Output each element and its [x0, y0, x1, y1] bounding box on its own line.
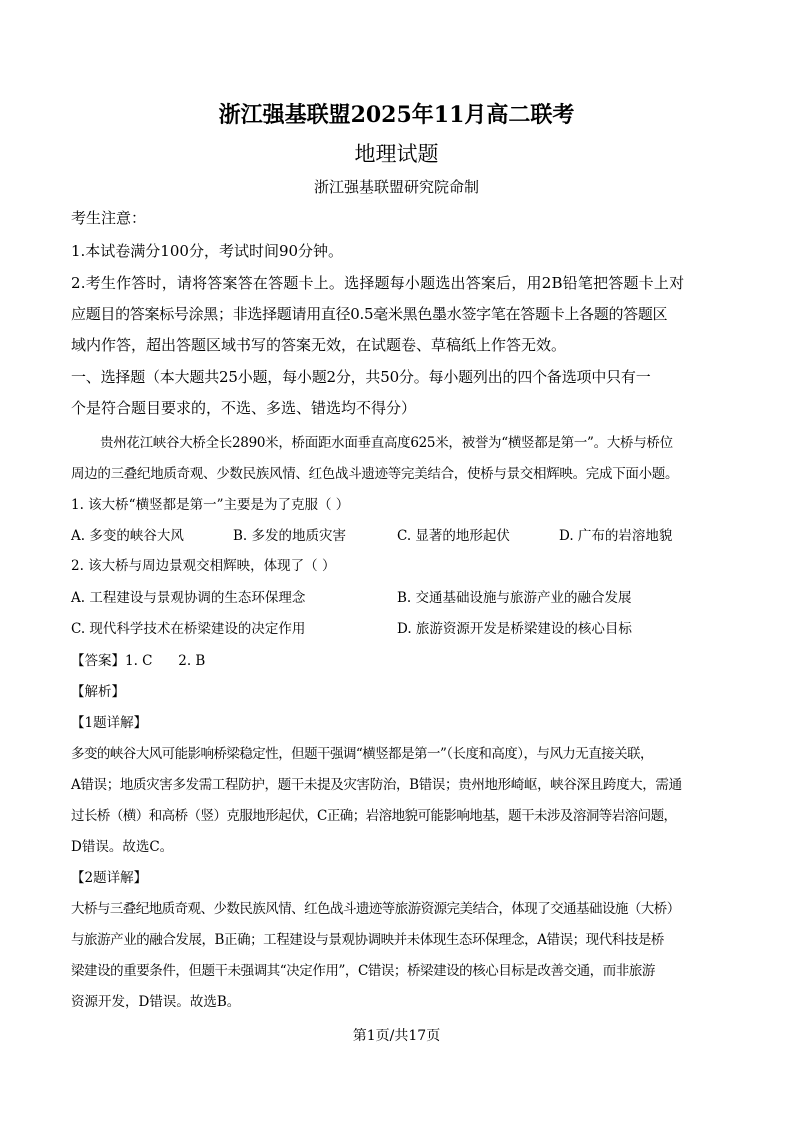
- question-1-option-a: A. 多变的峡谷大风: [71, 528, 184, 544]
- section-heading-line2: 个是符合题目要求的，不选、多选、错选均不得分）: [71, 399, 417, 417]
- answer-value: 1. C 2. B: [125, 653, 206, 669]
- analysis-label: 【解析】: [71, 684, 125, 700]
- question-2-stem: 2. 该大桥与周边景观交相辉映，体现了（ ）: [71, 558, 336, 574]
- answer-label: 【答案】: [71, 653, 125, 669]
- notice-item-2-line2: 应题目的答案标号涂黑；非选择题请用直径0.5毫米黑色墨水签字笔在答题卡上各题的答题区: [71, 305, 668, 323]
- exam-subject: 地理试题: [354, 142, 439, 166]
- detail-1-line2: A错误；地质灾害多发需工程防护，题干未提及灾害防治，B错误；贵州地形崎岖，峡谷深且跨度大，需通: [71, 777, 682, 793]
- detail-1-line1: 多变的峡谷大风可能影响桥梁稳定性，但题干强调“横竖都是第一”（长度和高度），与风力无直接关联，: [71, 746, 653, 762]
- question-2-option-a: A. 工程建设与景观协调的生态环保理念: [71, 590, 306, 606]
- page-number: 第1页/共17页: [352, 1028, 441, 1044]
- exam-producer: 浙江强基联盟研究院命制: [313, 178, 479, 196]
- detail-2-line1: 大桥与三叠纪地质奇观、少数民族风情、红色战斗遗迹等旅游资源完美结合，体现了交通基础设施（大桥）: [71, 901, 680, 917]
- question-1-option-c: C. 显著的地形起伏: [397, 528, 510, 544]
- section-heading-line1: 一、选择题（本大题共25小题，每小题2分，共50分。每小题列出的四个备选项中只有一: [71, 368, 651, 386]
- question-1-option-b: B. 多发的地质灾害: [233, 528, 347, 544]
- notice-item-2-line1: 2.考生作答时，请将答案答在答题卡上。选择题每小题选出答案后，用2B铅笔把答题卡上对: [71, 274, 685, 292]
- detail-2-label: 【2题详解】: [71, 870, 148, 886]
- notice-item-2-line3: 域内作答，超出答题区域书写的答案无效，在试题卷、草稿纸上作答无效。: [71, 336, 567, 354]
- detail-1-line4: D错误。故选C。: [71, 839, 174, 855]
- notice-heading: 考生注意：: [71, 209, 147, 227]
- question-2-option-c: C. 现代科学技术在桥梁建设的决定作用: [71, 621, 306, 637]
- detail-2-line2: 与旅游产业的融合发展，B正确；工程建设与景观协调映并未体现生态环保理念，A错误；现代科技是桥: [71, 932, 664, 948]
- detail-2-line3: 梁建设的重要条件，但题干未强调其“决定作用”，C错误；桥梁建设的核心目标是改善交通，而非旅游: [71, 963, 655, 979]
- detail-1-label: 【1题详解】: [71, 715, 148, 731]
- passage-line1: 贵州花江峡谷大桥全长2890米，桥面距水面垂直高度625米，被誉为“横竖都是第一”。大桥与桥位: [100, 435, 673, 451]
- exam-title: 浙江强基联盟2025年11月高二联考: [218, 102, 575, 128]
- question-2-option-b: B. 交通基础设施与旅游产业的融合发展: [397, 590, 632, 606]
- question-1-option-d: D. 广布的岩溶地貌: [559, 528, 673, 544]
- detail-2-line4: 资源开发，D错误。故选B。: [71, 994, 241, 1010]
- answer-row: [71, 649, 205, 669]
- detail-1-line3: 过长桥（横）和高桥（竖）克服地形起伏，C正确；岩溶地貌可能影响地基，题干未涉及溶洞等岩溶问题，: [71, 808, 677, 824]
- question-1-stem: 1. 该大桥“横竖都是第一”主要是为了克服（ ）: [71, 497, 350, 513]
- passage-line2: 周边的三叠纪地质奇观、少数民族风情、红色战斗遗迹等完美结合，使桥与景交相辉映。完成下面小题。: [71, 466, 679, 482]
- question-2-option-d: D. 旅游资源开发是桥梁建设的核心目标: [397, 621, 632, 637]
- notice-item-1: 1.本试卷满分100分，考试时间90分钟。: [71, 242, 344, 260]
